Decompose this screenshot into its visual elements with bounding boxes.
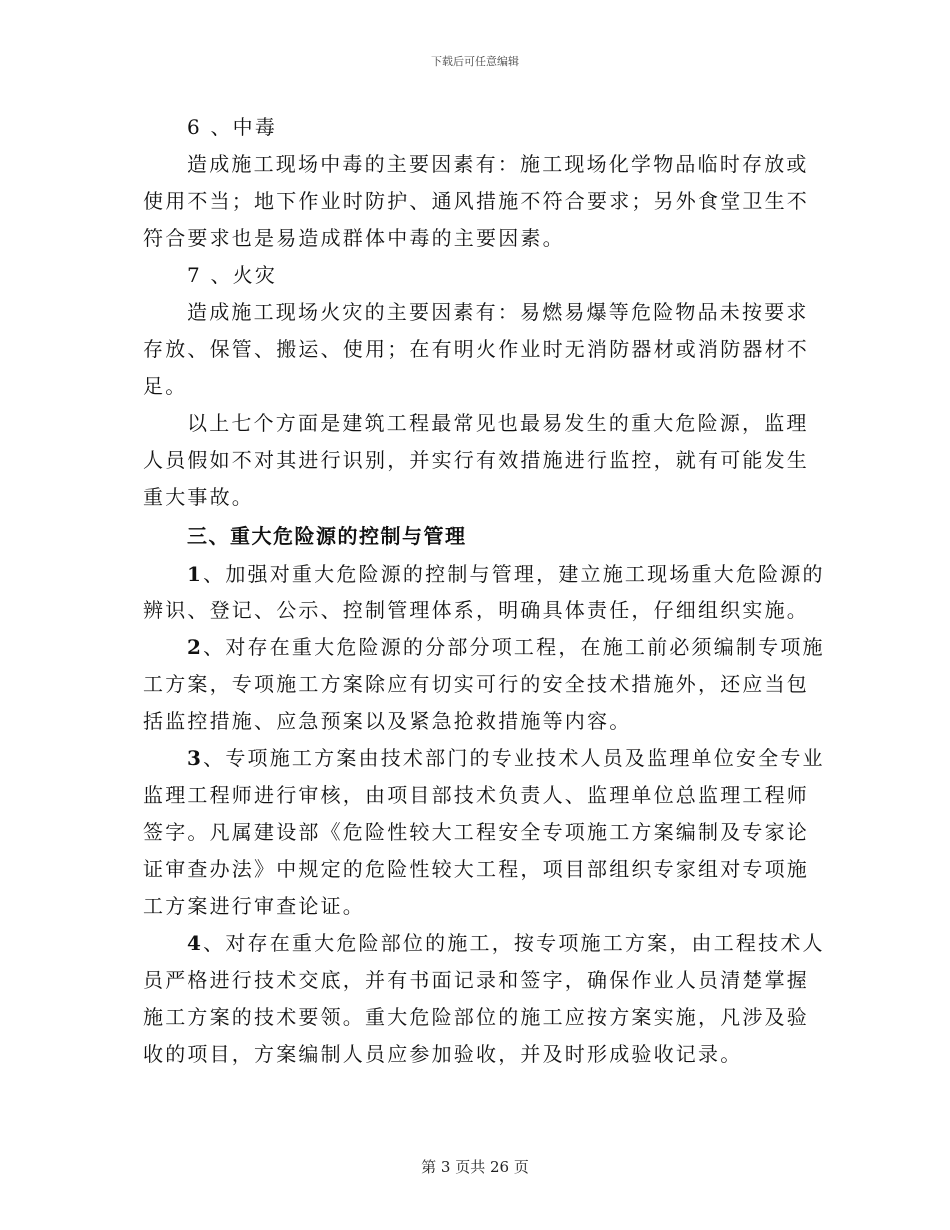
paragraph-line: 人员假如不对其进行识别，并实行有效措施进行监控，就有可能发生 bbox=[143, 448, 809, 472]
paragraph-line: 符合要求也是易造成群体中毒的主要因素。 bbox=[143, 226, 565, 250]
paragraph-line: 工方案，专项施工方案除应有切实可行的安全技术措施外，还应当包 bbox=[143, 672, 809, 696]
paragraph-line: 造成施工现场火灾的主要因素有：易燃易爆等危险物品未按要求 bbox=[187, 300, 809, 324]
paragraph-line: 员严格进行技术交底，并有书面记录和签字，确保作业人员清楚掌握 bbox=[143, 968, 809, 992]
paragraph-line: 使用不当；地下作业时防护、通风措施不符合要求；另外食堂卫生不 bbox=[143, 189, 809, 213]
paragraph-line: 监理工程师进行审核，由项目部技术负责人、监理单位总监理工程师 bbox=[143, 783, 809, 807]
paragraph-line: 造成施工现场中毒的主要因素有：施工现场化学物品临时存放或 bbox=[187, 152, 809, 176]
item-number: 3 bbox=[187, 746, 204, 770]
paragraph-line: 辨识、登记、公示、控制管理体系，明确具体责任，仔细组织实施。 bbox=[143, 598, 809, 622]
section-heading: 三、重大危险源的控制与管理 bbox=[187, 524, 467, 548]
page-header-note: 下载后可任意编辑 bbox=[431, 55, 519, 68]
paragraph-text: 、对存在重大危险源的分部分项工程，在施工前必须编制专项施 bbox=[203, 635, 825, 659]
paragraph-line bbox=[187, 741, 825, 775]
paragraph-line: 括监控措施、应急预案以及紧急抢救措施等内容。 bbox=[143, 709, 632, 733]
paragraph-line bbox=[187, 557, 825, 591]
paragraph-line: 以上七个方面是建筑工程最常见也最易发生的重大危险源，监理 bbox=[187, 411, 809, 435]
paragraph-text: 、对存在重大危险部位的施工，按专项施工方案，由工程技术人 bbox=[203, 931, 825, 955]
item-number: 4 bbox=[187, 931, 204, 955]
paragraph-line: 工方案进行审查论证。 bbox=[143, 894, 365, 918]
paragraph-line: 足。 bbox=[143, 374, 188, 398]
item-heading-6: 6 、中毒 bbox=[187, 115, 278, 139]
item-number: 2 bbox=[187, 635, 204, 659]
item-number: 1 bbox=[187, 562, 204, 586]
paragraph-line bbox=[187, 926, 825, 960]
paragraph-line: 收的项目，方案编制人员应参加验收，并及时形成验收记录。 bbox=[143, 1042, 743, 1066]
paragraph-line: 重大事故。 bbox=[143, 485, 254, 509]
paragraph-line: 签字。凡属建设部《危险性较大工程安全专项施工方案编制及专家论 bbox=[143, 820, 809, 844]
paragraph-text: 、专项施工方案由技术部门的专业技术人员及监理单位安全专业 bbox=[203, 746, 825, 770]
paragraph-line bbox=[187, 630, 825, 664]
paragraph-line: 施工方案的技术要领。重大危险部位的施工应按方案实施，凡涉及验 bbox=[143, 1005, 809, 1029]
paragraph-line: 存放、保管、搬运、使用；在有明火作业时无消防器材或消防器材不 bbox=[143, 337, 809, 361]
paragraph-line: 证审查办法》中规定的危险性较大工程，项目部组织专家组对专项施 bbox=[143, 857, 809, 881]
paragraph-text: 、加强对重大危险源的控制与管理，建立施工现场重大危险源的 bbox=[203, 562, 825, 586]
page-number-footer: 第 3 页共 26 页 bbox=[421, 1158, 529, 1176]
item-heading-7: 7 、火灾 bbox=[187, 263, 278, 287]
